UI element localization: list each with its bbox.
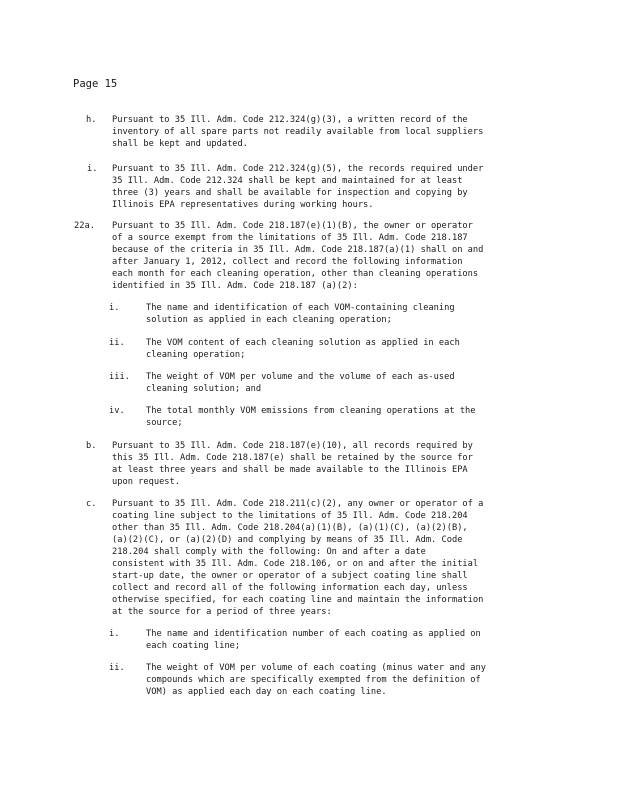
item-i bbox=[87, 163, 484, 211]
item-label: i. bbox=[109, 629, 120, 639]
text-line: cleaning operation; bbox=[146, 350, 246, 360]
item-22a bbox=[74, 220, 484, 292]
text-line: of a source exempt from the limitations of 35 Ill. Adm. Code 218.187 bbox=[112, 233, 468, 243]
text-line: Pursuant to 35 Ill. Adm. Code 218.187(e)(1)(B), the owner or operator bbox=[112, 221, 473, 231]
item-h bbox=[86, 114, 484, 150]
item-label: iii. bbox=[109, 372, 130, 382]
sub-item-c-i bbox=[109, 628, 481, 652]
text-line: coating line subject to the limitations of 35 Ill. Adm. Code 218.204 bbox=[112, 511, 468, 521]
text-line: start-up date, the owner or operator of a subject coating line shall bbox=[112, 571, 468, 581]
page-number: Page 15 bbox=[73, 78, 118, 90]
text-line: at least three years and shall be made available to the Illinois EPA bbox=[112, 465, 468, 475]
text-line: The name and identification of each VOM-containing cleaning bbox=[146, 303, 455, 313]
text-line: Pursuant to 35 Ill. Adm. Code 218.187(e)(10), all records required by bbox=[112, 441, 473, 451]
text-line: collect and record all of the following information each day, unless bbox=[112, 583, 468, 593]
text-line: solution as applied in each cleaning operation; bbox=[146, 315, 392, 325]
text-line: compounds which are specifically exempted from the definition of bbox=[146, 675, 481, 685]
item-label: ii. bbox=[109, 663, 125, 673]
sub-item-c-ii bbox=[109, 662, 486, 698]
text-line: upon request. bbox=[112, 477, 180, 487]
text-line: Illinois EPA representatives during working hours. bbox=[112, 200, 374, 210]
text-line: otherwise specified, for each coating line and maintain the information bbox=[112, 595, 484, 605]
text-line: at the source for a period of three years: bbox=[112, 607, 332, 617]
item-label: c. bbox=[86, 499, 97, 509]
sub-item-i bbox=[109, 302, 455, 326]
text-line: each coating line; bbox=[146, 641, 241, 651]
item-label: iv. bbox=[109, 406, 125, 416]
text-line: Pursuant to 35 Ill. Adm. Code 218.211(c)(2), any owner or operator of a bbox=[112, 499, 484, 509]
text-line: VOM) as applied each day on each coating line. bbox=[146, 687, 387, 697]
text-line: shall be kept and updated. bbox=[112, 139, 248, 149]
text-line: Pursuant to 35 Ill. Adm. Code 212.324(g)(3), a written record of the bbox=[112, 115, 468, 125]
text-line: after January 1, 2012, collect and record the following information bbox=[112, 257, 463, 267]
text-line: The weight of VOM per volume and the volume of each as-used bbox=[146, 372, 455, 382]
text-line: cleaning solution; and bbox=[146, 384, 262, 394]
item-label: b. bbox=[86, 441, 97, 451]
text-line: The total monthly VOM emissions from cleaning operations at the bbox=[146, 406, 476, 416]
text-line: 35 Ill. Adm. Code 212.324 shall be kept and maintained for at least bbox=[112, 176, 463, 186]
text-line: The name and identification number of each coating as applied on bbox=[146, 629, 481, 639]
text-line: because of the criteria in 35 Ill. Adm. Code 218.187(a)(1) shall on and bbox=[112, 245, 484, 255]
item-label: i. bbox=[109, 303, 120, 313]
item-label: ii. bbox=[109, 338, 125, 348]
text-line: each month for each cleaning operation, other than cleaning operations bbox=[112, 269, 479, 279]
item-label: h. bbox=[86, 115, 97, 125]
item-b bbox=[86, 440, 473, 488]
text-line: Pursuant to 35 Ill. Adm. Code 212.324(g)(5), the records required under bbox=[112, 164, 484, 174]
text-line: The weight of VOM per volume of each coating (minus water and any bbox=[146, 663, 486, 673]
sub-item-iv bbox=[109, 405, 476, 429]
text-line: other than 35 Ill. Adm. Code 218.204(a)(1)(B), (a)(1)(C), (a)(2)(B), bbox=[112, 523, 468, 533]
item-label: 22a. bbox=[74, 221, 95, 231]
text-line: consistent with 35 Ill. Adm. Code 218.106, or on and after the initial bbox=[112, 559, 479, 569]
text-line: (a)(2)(C), or (a)(2)(D) and complying by means of 35 Ill. Adm. Code bbox=[112, 535, 463, 545]
sub-item-iii bbox=[109, 371, 455, 395]
text-line: identified in 35 Ill. Adm. Code 218.187 (a)(2): bbox=[112, 281, 358, 291]
text-line: source; bbox=[146, 418, 183, 428]
item-c bbox=[86, 498, 484, 618]
item-label: i. bbox=[87, 164, 98, 174]
sub-item-ii bbox=[109, 337, 460, 361]
text-line: three (3) years and shall be available for inspection and copying by bbox=[112, 188, 468, 198]
text-line: inventory of all spare parts not readily available from local suppliers bbox=[112, 127, 484, 137]
text-line: 218.204 shall comply with the following: On and after a date bbox=[112, 547, 426, 557]
text-line: this 35 Ill. Adm. Code 218.187(e) shall be retained by the source for bbox=[112, 453, 473, 463]
text-line: The VOM content of each cleaning solution as applied in each bbox=[146, 338, 460, 348]
